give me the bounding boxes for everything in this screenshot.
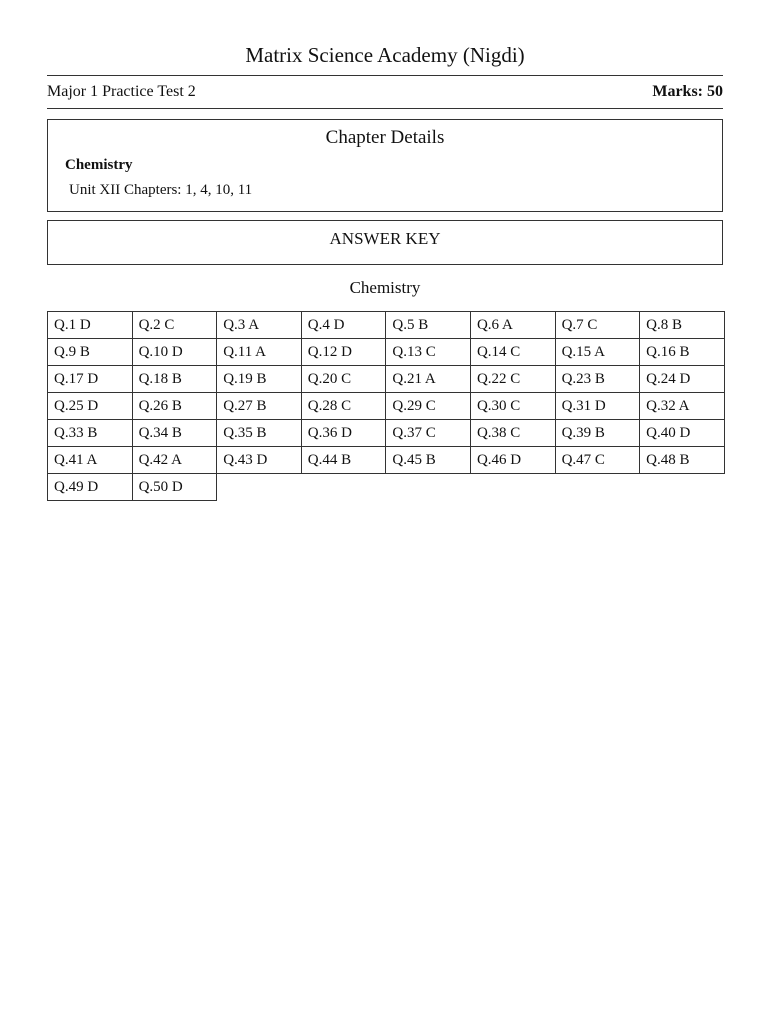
answer-cell: Q.12 D: [301, 339, 386, 366]
answer-cell: Q.2 C: [132, 312, 217, 339]
answer-cell: Q.3 A: [217, 312, 302, 339]
answer-cell: Q.4 D: [301, 312, 386, 339]
answer-cell: Q.9 B: [48, 339, 133, 366]
answer-cell: Q.38 C: [470, 420, 555, 447]
answer-key-document: [47, 0, 723, 501]
chapter-details-box: [47, 119, 723, 212]
answer-cell: Q.27 B: [217, 393, 302, 420]
answer-section-heading: Chemistry: [349, 278, 421, 297]
answer-cell: Q.32 A: [640, 393, 725, 420]
total-marks: Marks: 50: [652, 83, 723, 100]
answer-cell: Q.14 C: [470, 339, 555, 366]
empty-cell: [470, 474, 555, 501]
answer-cell: Q.31 D: [555, 393, 640, 420]
answer-cell: Q.33 B: [48, 420, 133, 447]
answer-cell: Q.13 C: [386, 339, 471, 366]
answer-row: [48, 420, 725, 447]
answer-cell: Q.11 A: [217, 339, 302, 366]
answer-cell: Q.21 A: [386, 366, 471, 393]
chapter-subject: Chemistry: [65, 157, 133, 173]
answer-cell: Q.48 B: [640, 447, 725, 474]
empty-cell: [301, 474, 386, 501]
answer-cell: Q.18 B: [132, 366, 217, 393]
answer-cell: Q.50 D: [132, 474, 217, 501]
answer-cell: Q.45 B: [386, 447, 471, 474]
answer-grid: [47, 311, 725, 501]
empty-cell: [217, 474, 302, 501]
institute-title: Matrix Science Academy (Nigdi): [245, 43, 525, 67]
answer-cell: Q.17 D: [48, 366, 133, 393]
answer-cell: Q.39 B: [555, 420, 640, 447]
answer-cell: Q.6 A: [470, 312, 555, 339]
answer-row: [48, 312, 725, 339]
answer-row: [48, 339, 725, 366]
chapter-units: Unit XII Chapters: 1, 4, 10, 11: [69, 182, 253, 198]
answer-cell: Q.5 B: [386, 312, 471, 339]
answer-cell: Q.42 A: [132, 447, 217, 474]
answer-cell: Q.36 D: [301, 420, 386, 447]
answer-cell: Q.26 B: [132, 393, 217, 420]
answer-cell: Q.47 C: [555, 447, 640, 474]
answer-cell: Q.20 C: [301, 366, 386, 393]
answer-row: [48, 447, 725, 474]
answer-cell: Q.34 B: [132, 420, 217, 447]
chapter-details-title: Chapter Details: [325, 127, 445, 148]
answer-cell: Q.7 C: [555, 312, 640, 339]
answer-cell: Q.23 B: [555, 366, 640, 393]
empty-cell: [555, 474, 640, 501]
answer-cell: Q.35 B: [217, 420, 302, 447]
answer-cell: Q.25 D: [48, 393, 133, 420]
test-meta-row: [47, 76, 723, 108]
answer-cell: Q.1 D: [48, 312, 133, 339]
answer-cell: Q.37 C: [386, 420, 471, 447]
test-name: Major 1 Practice Test 2: [47, 83, 196, 100]
answer-cell: Q.10 D: [132, 339, 217, 366]
answer-cell: Q.19 B: [217, 366, 302, 393]
answer-row: [48, 393, 725, 420]
answer-key-banner: ANSWER KEY: [47, 220, 723, 265]
answer-cell: Q.8 B: [640, 312, 725, 339]
answer-cell: Q.46 D: [470, 447, 555, 474]
answer-row: [48, 366, 725, 393]
answer-cell: Q.49 D: [48, 474, 133, 501]
answer-cell: Q.44 B: [301, 447, 386, 474]
answer-cell: Q.16 B: [640, 339, 725, 366]
answer-cell: Q.41 A: [48, 447, 133, 474]
answer-cell: Q.15 A: [555, 339, 640, 366]
header-divider-bottom: [47, 108, 723, 109]
empty-cell: [386, 474, 471, 501]
empty-cell: [640, 474, 725, 501]
answer-cell: Q.40 D: [640, 420, 725, 447]
answer-row: [48, 474, 725, 501]
answer-cell: Q.29 C: [386, 393, 471, 420]
answer-cell: Q.28 C: [301, 393, 386, 420]
answer-cell: Q.43 D: [217, 447, 302, 474]
answer-cell: Q.30 C: [470, 393, 555, 420]
answer-cell: Q.24 D: [640, 366, 725, 393]
answer-cell: Q.22 C: [470, 366, 555, 393]
